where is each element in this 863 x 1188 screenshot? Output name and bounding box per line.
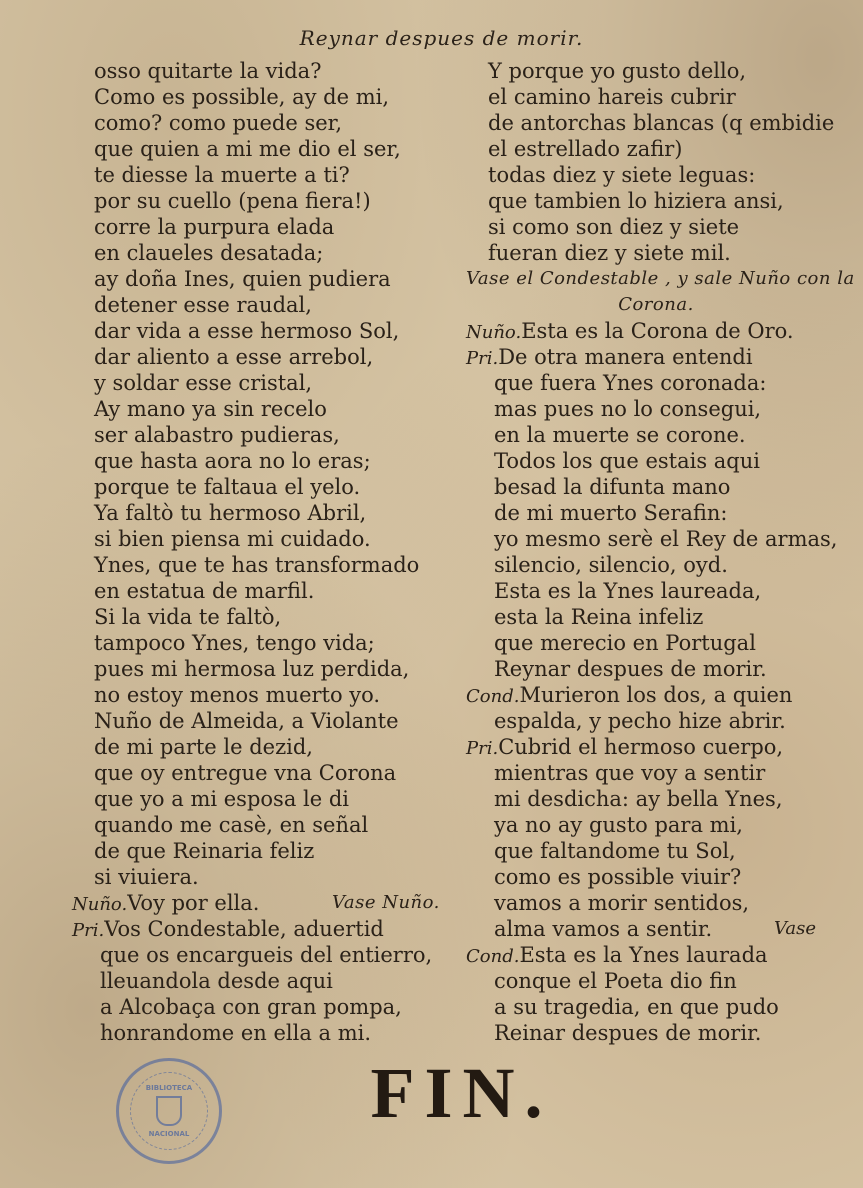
verse-line [72, 188, 452, 214]
verse-text: honrandome en ella a mi. [100, 1021, 372, 1045]
verse-text: osso quitarte la vida? [94, 59, 322, 83]
verse-line [466, 916, 846, 942]
verse-text: Reinar despues de morir. [494, 1021, 762, 1045]
verse-line [72, 84, 452, 110]
verse-text: besad la difunta mano [494, 475, 731, 499]
verse-line [466, 682, 846, 708]
verse-text: Nuño de Almeida, a Violante [94, 709, 399, 733]
verse-line [466, 1020, 846, 1046]
speaker-label: Pri. [72, 920, 105, 941]
stage-aside: Vase [774, 918, 816, 939]
verse-text: te diesse la muerte a ti? [94, 163, 350, 187]
verse-text: como? como puede ser, [94, 111, 343, 135]
verse-text: ay doña Ines, quien pudiera [94, 267, 391, 291]
verse-line [466, 110, 846, 136]
verse-line [466, 474, 846, 500]
verse-text: tampoco Ynes, tengo vida; [94, 631, 375, 655]
verse-text: Reynar despues de morir. [494, 657, 767, 681]
verse-text: de mi muerto Serafin: [494, 501, 728, 525]
stage-direction: Corona. [618, 294, 694, 315]
speaker-label: Pri. [466, 738, 499, 759]
verse-line [72, 214, 452, 240]
verse-line [466, 136, 846, 162]
verse-text: mi desdicha: ay bella Ynes, [494, 787, 783, 811]
verse-text: quando me casè, en señal [94, 813, 369, 837]
fin-heading: FIN. [370, 1053, 553, 1133]
verse-line [466, 422, 846, 448]
verse-line [466, 370, 846, 396]
verse-text: en estatua de marfil. [94, 579, 315, 603]
verse-text: Esta es la Ynes laureada, [494, 579, 762, 603]
verse-text: Y porque yo gusto dello, [488, 59, 747, 83]
stage-aside: Vase Nuño. [332, 892, 440, 913]
verse-line [72, 734, 452, 760]
verse-text: mas pues no lo consegui, [494, 397, 762, 421]
speaker-label: Nuño. [466, 322, 522, 343]
verse-line [72, 942, 452, 968]
verse-text: Esta es la Corona de Oro. [521, 319, 794, 343]
verse-text: que tambien lo hiziera ansi, [488, 189, 784, 213]
verse-line [72, 162, 452, 188]
speaker-label: Pri. [466, 348, 499, 369]
verse-line [466, 630, 846, 656]
verse-line [72, 708, 452, 734]
verse-text: mientras que voy a sentir [494, 761, 766, 785]
verse-line [466, 968, 846, 994]
verse-line [72, 266, 452, 292]
verse-text: conque el Poeta dio fin [494, 969, 737, 993]
verse-line [466, 812, 846, 838]
verse-line [466, 318, 846, 344]
speaker-label: Cond. [466, 946, 520, 967]
verse-text: Ynes, que te has transformado [94, 553, 420, 577]
verse-line [466, 734, 846, 760]
verse-line [72, 240, 452, 266]
verse-line [72, 630, 452, 656]
verse-line [466, 214, 846, 240]
verse-text: que yo a mi esposa le di [94, 787, 349, 811]
verse-text: corre la purpura elada [94, 215, 335, 239]
verse-text: pues mi hermosa luz perdida, [94, 657, 410, 681]
verse-text: Como es possible, ay de mi, [94, 85, 390, 109]
verse-text: Ay mano ya sin recelo [94, 397, 327, 421]
verse-text: y soldar esse cristal, [94, 371, 313, 395]
verse-text: espalda, y pecho hize abrir. [494, 709, 786, 733]
verse-line [466, 786, 846, 812]
verse-line [466, 708, 846, 734]
verse-text: Murieron los dos, a quien [519, 683, 793, 707]
verse-text: en la muerte se corone. [494, 423, 746, 447]
verse-line [466, 240, 846, 266]
verse-text: a su tragedia, en que pudo [494, 995, 779, 1019]
verse-line [466, 84, 846, 110]
verse-line [72, 552, 452, 578]
verse-line [72, 110, 452, 136]
verse-text: yo mesmo serè el Rey de armas, [494, 527, 838, 551]
verse-text: Esta es la Ynes laurada [519, 943, 768, 967]
verse-text: de que Reinaria feliz [94, 839, 315, 863]
verse-text: si viuiera. [94, 865, 199, 889]
verse-text: el estrellado zafir) [488, 137, 683, 161]
verse-line [466, 526, 846, 552]
verse-line [466, 942, 846, 968]
verse-line [72, 786, 452, 812]
verse-text: en claueles desatada; [94, 241, 324, 265]
verse-text: que faltandome tu Sol, [494, 839, 736, 863]
verse-text: de mi parte le dezid, [94, 735, 313, 759]
verse-text: De otra manera entendi [498, 345, 753, 369]
verse-text: de antorchas blancas (q embidie [488, 111, 835, 135]
running-title: Reynar despues de morir. [299, 26, 584, 50]
verse-text: que fuera Ynes coronada: [494, 371, 767, 395]
verse-line [72, 318, 452, 344]
verse-text: por su cuello (pena fiera!) [94, 189, 371, 213]
verse-line [72, 448, 452, 474]
verse-text: porque te faltaua el yelo. [94, 475, 361, 499]
verse-text: Vos Condestable, aduertid [104, 917, 384, 941]
verse-line [466, 344, 846, 370]
verse-line [72, 890, 452, 916]
verse-text: fueran diez y siete mil. [488, 241, 731, 265]
verse-text: que merecio en Portugal [494, 631, 756, 655]
verse-line [72, 968, 452, 994]
verse-text: no estoy menos muerto yo. [94, 683, 381, 707]
verse-text: dar aliento a esse arrebol, [94, 345, 374, 369]
verse-line [72, 838, 452, 864]
verse-text: detener esse raudal, [94, 293, 312, 317]
verse-text: que oy entregue vna Corona [94, 761, 397, 785]
verse-line [72, 578, 452, 604]
left-column [72, 58, 452, 1046]
verse-line [466, 760, 846, 786]
verse-line [466, 838, 846, 864]
verse-line [72, 292, 452, 318]
verse-text: ya no ay gusto para mi, [494, 813, 743, 837]
verse-line [466, 58, 846, 84]
verse-line [72, 812, 452, 838]
verse-line [466, 890, 846, 916]
verse-text: dar vida a esse hermoso Sol, [94, 319, 400, 343]
verse-line [72, 344, 452, 370]
verse-line [466, 500, 846, 526]
verse-text: Todos los que estais aqui [494, 449, 760, 473]
verse-text: alma vamos a sentir. [494, 917, 713, 941]
verse-line [466, 162, 846, 188]
verse-line [466, 448, 846, 474]
verse-line [72, 916, 452, 942]
verse-line [466, 864, 846, 890]
verse-line [466, 578, 846, 604]
verse-line [466, 994, 846, 1020]
verse-text: que os encargueis del entierro, [100, 943, 433, 967]
verse-text: todas diez y siete leguas: [488, 163, 756, 187]
stamp-top-text: BIBLIOTECA [145, 1084, 193, 1092]
verse-line [72, 760, 452, 786]
verse-line [466, 604, 846, 630]
verse-text: silencio, silencio, oyd. [494, 553, 728, 577]
verse-line [72, 500, 452, 526]
verse-line [72, 1020, 452, 1046]
verse-line [72, 136, 452, 162]
verse-line [72, 370, 452, 396]
verse-text: vamos a morir sentidos, [494, 891, 750, 915]
right-column [466, 58, 855, 1046]
verse-text: lleuandola desde aqui [100, 969, 333, 993]
verse-line [72, 656, 452, 682]
verse-text: a Alcobaça con gran pompa, [100, 995, 402, 1019]
verse-line [466, 552, 846, 578]
stamp-bottom-text: NACIONAL [148, 1130, 190, 1138]
verse-line [72, 474, 452, 500]
verse-text: si bien piensa mi cuidado. [94, 527, 371, 551]
verse-line [72, 58, 452, 84]
verse-text: si como son diez y siete [488, 215, 740, 239]
verse-line [72, 526, 452, 552]
verse-line [72, 864, 452, 890]
verse-text: que quien a mi me dio el ser, [94, 137, 401, 161]
verse-line [72, 604, 452, 630]
verse-line [72, 994, 452, 1020]
speaker-label: Cond. [466, 686, 520, 707]
verse-text: Si la vida te faltò, [94, 605, 282, 629]
verse-line [72, 396, 452, 422]
verse-text: Ya faltò tu hermoso Abril, [94, 501, 367, 525]
verse-line [72, 682, 452, 708]
verse-line [466, 188, 846, 214]
stage-direction: Vase el Condestable , y sale Nuño con la [466, 268, 855, 289]
verse-text: esta la Reina infeliz [494, 605, 704, 629]
verse-text: Voy por ella. [127, 891, 260, 915]
verse-text: el camino hareis cubrir [488, 85, 736, 109]
verse-line [72, 422, 452, 448]
verse-text: ser alabastro pudieras, [94, 423, 340, 447]
verse-text: que hasta aora no lo eras; [94, 449, 371, 473]
verse-text: como es possible viuir? [494, 865, 742, 889]
speaker-label: Nuño. [72, 894, 128, 915]
verse-line [466, 396, 846, 422]
verse-line [466, 656, 846, 682]
verse-text: Cubrid el hermoso cuerpo, [498, 735, 784, 759]
